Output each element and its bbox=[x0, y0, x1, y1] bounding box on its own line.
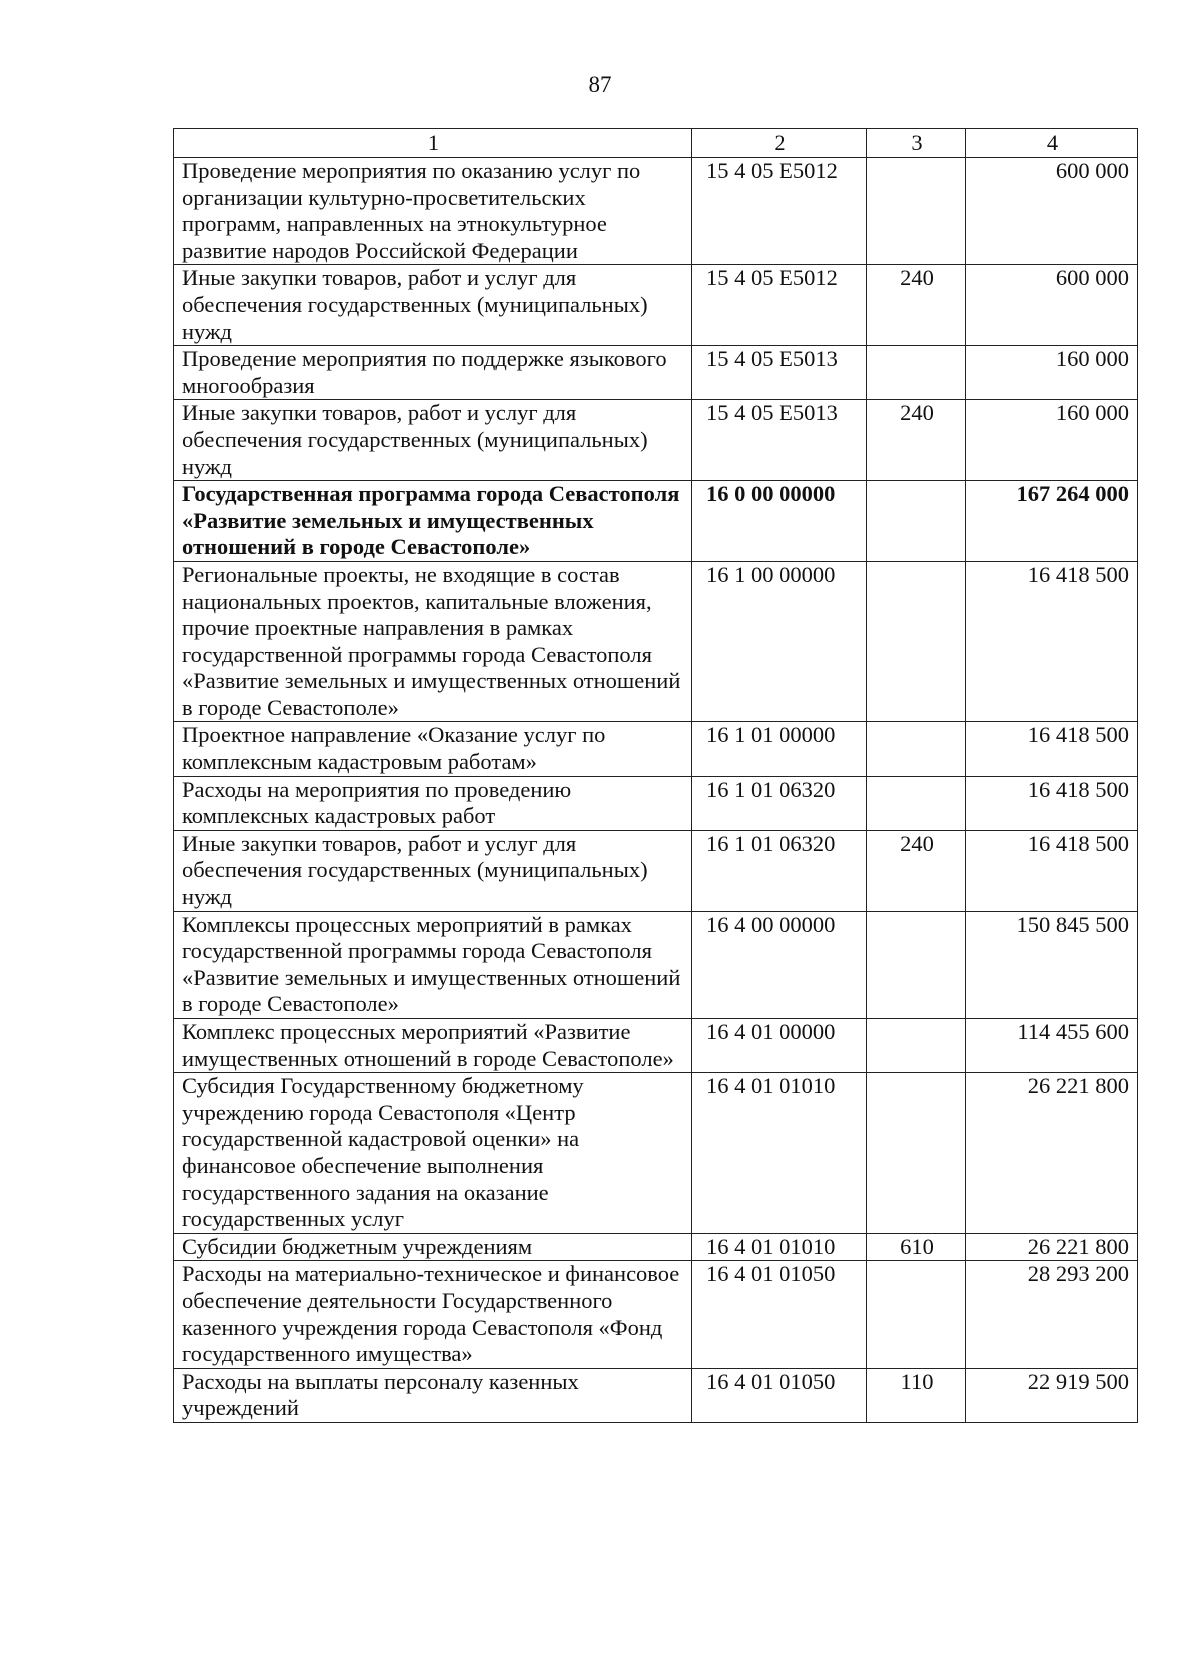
row-name-cell: Расходы на материально-техническое и финансовое обеспечение деятельности Государственного казенного учреждения города Севастополя «Фонд государственного имущества» bbox=[174, 1261, 692, 1368]
row-expense-type-cell bbox=[867, 776, 966, 830]
row-name-cell: Комплекс процессных мероприятий «Развитие имущественных отношений в городе Севастополе» bbox=[174, 1019, 692, 1073]
table-row bbox=[174, 346, 1138, 400]
row-name-cell: Проектное направление «Оказание услуг по комплексным кадастровым работам» bbox=[174, 722, 692, 776]
row-code-cell: 15 4 05 E5012 bbox=[692, 265, 867, 346]
table-row bbox=[174, 776, 1138, 830]
row-amount-cell: 16 418 500 bbox=[966, 830, 1138, 911]
table-row bbox=[174, 1073, 1138, 1234]
row-expense-type-cell bbox=[867, 346, 966, 400]
table-row bbox=[174, 561, 1138, 722]
row-code-cell: 15 4 05 E5013 bbox=[692, 400, 867, 481]
row-code-cell: 15 4 05 E5012 bbox=[692, 158, 867, 265]
row-expense-type-cell: 110 bbox=[867, 1368, 966, 1422]
row-expense-type-cell bbox=[867, 158, 966, 265]
row-name-cell: Расходы на выплаты персоналу казенных учреждений bbox=[174, 1368, 692, 1422]
row-expense-type-cell bbox=[867, 1073, 966, 1234]
table-row bbox=[174, 830, 1138, 911]
row-code-cell: 16 4 01 01050 bbox=[692, 1368, 867, 1422]
row-expense-type-cell: 240 bbox=[867, 400, 966, 481]
table-row bbox=[174, 400, 1138, 481]
row-amount-cell: 16 418 500 bbox=[966, 561, 1138, 722]
page-number: 87 bbox=[588, 72, 612, 97]
table-row bbox=[174, 722, 1138, 776]
row-name-cell: Субсидия Государственному бюджетному учреждению города Севастополя «Центр государственной кадастровой оценки» на финансовое обеспечение выполнения государственного задания на оказание государственных услуг bbox=[174, 1073, 692, 1234]
row-code-cell: 16 1 00 00000 bbox=[692, 561, 867, 722]
row-amount-cell: 167 264 000 bbox=[966, 481, 1138, 562]
budget-table bbox=[173, 128, 1138, 1423]
row-amount-cell: 600 000 bbox=[966, 265, 1138, 346]
table-row bbox=[174, 911, 1138, 1018]
row-amount-cell: 114 455 600 bbox=[966, 1019, 1138, 1073]
row-name-cell: Иные закупки товаров, работ и услуг для обеспечения государственных (муниципальных) нужд bbox=[174, 400, 692, 481]
row-expense-type-cell bbox=[867, 722, 966, 776]
row-code-cell: 16 4 01 01010 bbox=[692, 1073, 867, 1234]
row-amount-cell: 26 221 800 bbox=[966, 1233, 1138, 1261]
table-row bbox=[174, 265, 1138, 346]
column-header-3: 3 bbox=[867, 129, 966, 158]
row-name-cell: Проведение мероприятия по поддержке языкового многообразия bbox=[174, 346, 692, 400]
row-name-cell: Иные закупки товаров, работ и услуг для обеспечения государственных (муниципальных) нужд bbox=[174, 830, 692, 911]
column-header-1: 1 bbox=[174, 129, 692, 158]
row-name-cell: Расходы на мероприятия по проведению комплексных кадастровых работ bbox=[174, 776, 692, 830]
row-code-cell: 16 0 00 00000 bbox=[692, 481, 867, 562]
table-row bbox=[174, 158, 1138, 265]
row-amount-cell: 22 919 500 bbox=[966, 1368, 1138, 1422]
row-amount-cell: 16 418 500 bbox=[966, 722, 1138, 776]
row-expense-type-cell bbox=[867, 1261, 966, 1368]
row-amount-cell: 160 000 bbox=[966, 346, 1138, 400]
row-code-cell: 16 4 01 00000 bbox=[692, 1019, 867, 1073]
row-code-cell: 16 4 01 01010 bbox=[692, 1233, 867, 1261]
row-expense-type-cell bbox=[867, 481, 966, 562]
row-code-cell: 16 4 01 01050 bbox=[692, 1261, 867, 1368]
row-code-cell: 16 4 00 00000 bbox=[692, 911, 867, 1018]
row-amount-cell: 150 845 500 bbox=[966, 911, 1138, 1018]
row-amount-cell: 16 418 500 bbox=[966, 776, 1138, 830]
column-header-2: 2 bbox=[692, 129, 867, 158]
row-code-cell: 16 1 01 06320 bbox=[692, 776, 867, 830]
row-name-cell: Государственная программа города Севастополя «Развитие земельных и имущественных отношений в городе Севастополе» bbox=[174, 481, 692, 562]
row-code-cell: 16 1 01 06320 bbox=[692, 830, 867, 911]
row-name-cell: Комплексы процессных мероприятий в рамках государственной программы города Севастополя «Развитие земельных и имущественных отношений в городе Севастополе» bbox=[174, 911, 692, 1018]
row-code-cell: 15 4 05 E5013 bbox=[692, 346, 867, 400]
row-name-cell: Проведение мероприятия по оказанию услуг по организации культурно-просветительских программ, направленных на этнокультурное развитие народов Российской Федерации bbox=[174, 158, 692, 265]
row-expense-type-cell bbox=[867, 561, 966, 722]
row-expense-type-cell bbox=[867, 1019, 966, 1073]
table-row bbox=[174, 1368, 1138, 1422]
table-row bbox=[174, 1019, 1138, 1073]
row-name-cell: Субсидии бюджетным учреждениям bbox=[174, 1233, 692, 1261]
column-header-4: 4 bbox=[966, 129, 1138, 158]
row-amount-cell: 28 293 200 bbox=[966, 1261, 1138, 1368]
row-amount-cell: 600 000 bbox=[966, 158, 1138, 265]
row-name-cell: Иные закупки товаров, работ и услуг для обеспечения государственных (муниципальных) нужд bbox=[174, 265, 692, 346]
row-expense-type-cell: 240 bbox=[867, 265, 966, 346]
row-expense-type-cell: 610 bbox=[867, 1233, 966, 1261]
table-header-row bbox=[174, 129, 1138, 158]
row-expense-type-cell bbox=[867, 911, 966, 1018]
row-name-cell: Региональные проекты, не входящие в состав национальных проектов, капитальные вложения, прочие проектные направления в рамках государственной программы города Севастополя «Развитие земельных и имущественных отношений в городе Севастополе» bbox=[174, 561, 692, 722]
row-amount-cell: 160 000 bbox=[966, 400, 1138, 481]
row-expense-type-cell: 240 bbox=[867, 830, 966, 911]
row-amount-cell: 26 221 800 bbox=[966, 1073, 1138, 1234]
table-row bbox=[174, 1233, 1138, 1261]
table-row bbox=[174, 1261, 1138, 1368]
row-code-cell: 16 1 01 00000 bbox=[692, 722, 867, 776]
table-row bbox=[174, 481, 1138, 562]
